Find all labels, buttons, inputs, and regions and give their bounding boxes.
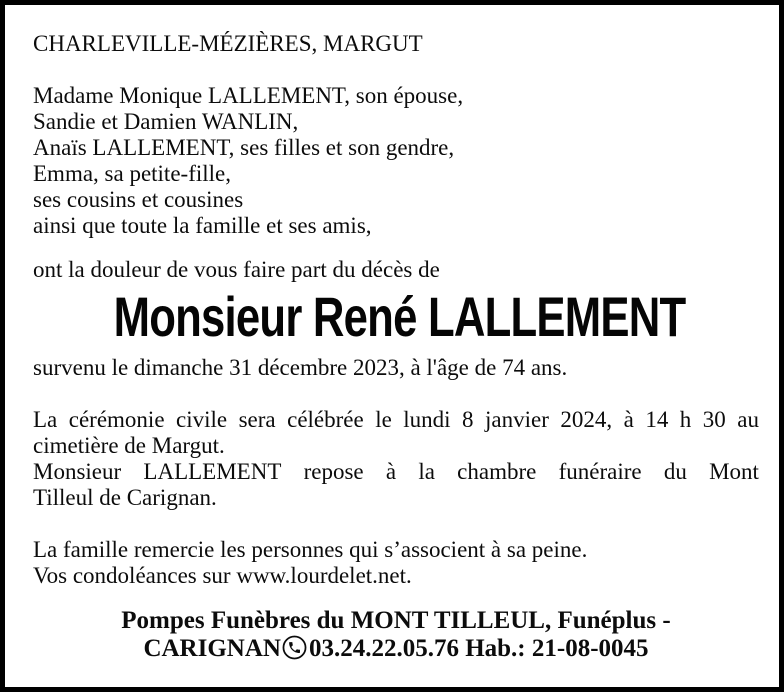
family-line-grandchild: Emma, sa petite-fille, xyxy=(33,161,231,186)
thanks-line: La famille remercie les personnes qui s’associent à sa peine. xyxy=(33,537,588,562)
family-line-friends: ainsi que toute la famille et ses amis, xyxy=(33,213,372,238)
deceased-name: Monsieur René LALLEMENT xyxy=(113,285,686,348)
ceremony-line-1: La cérémonie civile sera célébrée le lundi 8 janvier 2024, à 14 h 30 au xyxy=(33,407,759,432)
city-header: CHARLEVILLE-MÉZIÈRES, MARGUT xyxy=(33,31,423,56)
family-line-cousins: ses cousins et cousines xyxy=(33,187,244,212)
repose-line-2: Tilleul de Carignan. xyxy=(33,485,217,510)
funeral-home-block xyxy=(33,607,759,663)
deceased-name-title xyxy=(33,285,759,349)
funeral-home-line-2 xyxy=(33,635,759,663)
spacer xyxy=(33,239,759,257)
ceremony-line-2: cimetière de Margut. xyxy=(33,433,225,458)
condolences-line: Vos condoléances sur www.lourdelet.net. xyxy=(33,563,412,588)
funeral-home-phone: 03.24.22.05.76 Hab.: 21-08-0045 xyxy=(308,635,649,662)
announcement-line: ont la douleur de vous faire part du décès de xyxy=(33,257,440,282)
family-line-spouse: Madame Monique LALLEMENT, son épouse, xyxy=(33,83,464,108)
spacer xyxy=(33,589,759,607)
repose-line-1: Monsieur LALLEMENT repose à la chambre funéraire du Mont xyxy=(33,459,759,484)
spacer xyxy=(33,381,759,407)
spacer xyxy=(33,511,759,537)
phone-icon xyxy=(282,635,307,660)
family-line-children-2: Anaïs LALLEMENT, ses filles et son gendre, xyxy=(33,135,455,160)
family-line-children-1: Sandie et Damien WANLIN, xyxy=(33,109,299,134)
funeral-home-line-1: Pompes Funèbres du MONT TILLEUL, Funéplus - xyxy=(121,607,671,634)
spacer xyxy=(33,57,759,83)
death-info-line: survenu le dimanche 31 décembre 2023, à l'âge de 74 ans. xyxy=(33,355,568,380)
funeral-home-city: CARIGNAN xyxy=(143,635,281,662)
